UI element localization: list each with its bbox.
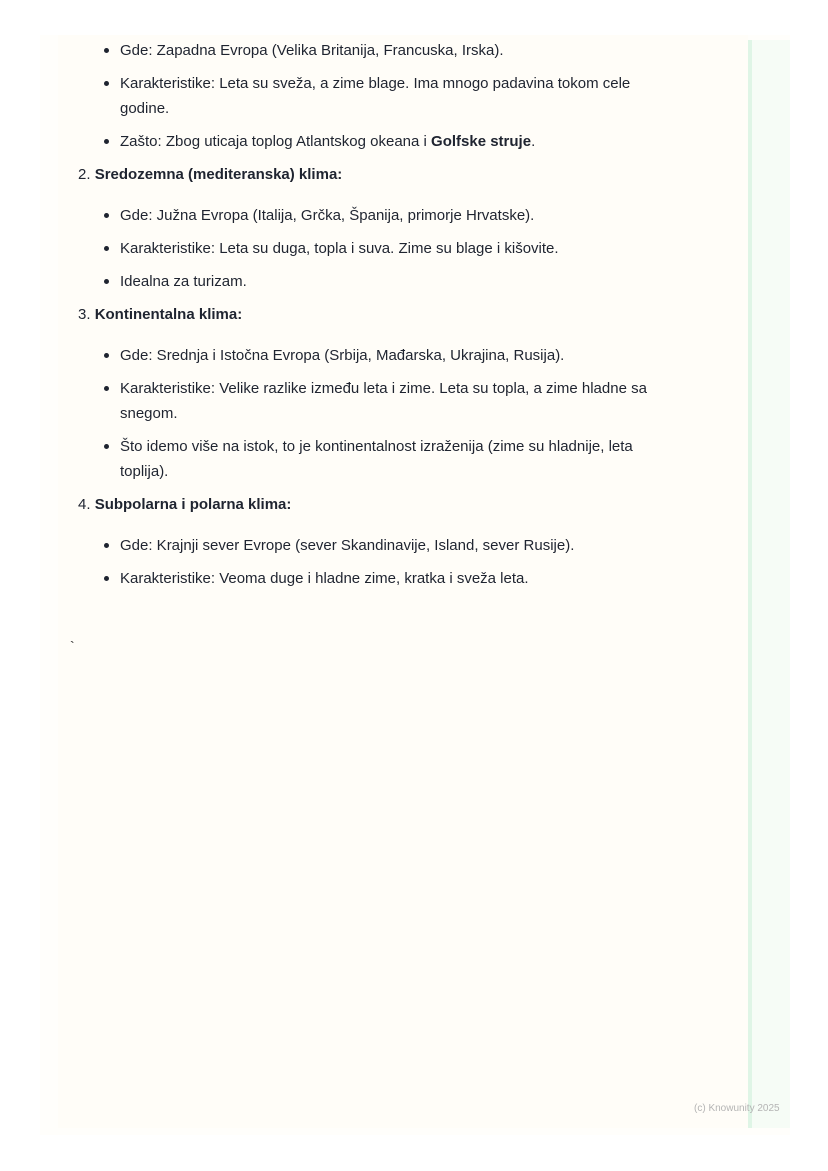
list-item: Karakteristike: Leta su sveža, a zime blage. Ima mnogo padavina tokom cele godine.: [120, 71, 648, 121]
section-number: 3.: [78, 306, 91, 323]
bold-term: Golfske struje: [431, 133, 532, 150]
document-content: [78, 38, 648, 599]
section-title: Sredozemna (mediteranska) klima:: [94, 166, 343, 183]
section-number: 2.: [78, 166, 91, 183]
section-heading-mediterranean: [78, 162, 648, 187]
list-item: Što idemo više na istok, to je kontinentalnost izraženija (zime su hladnije, leta toplija).: [120, 434, 648, 484]
list-item-text: Zašto: Zbog uticaja toplog Atlantskog okeana i: [120, 133, 432, 150]
list-item: Karakteristike: Velike razlike između leta i zime. Leta su topla, a zime hladne sa snegom.: [120, 376, 648, 426]
list-item: Karakteristike: Leta su duga, topla i suva. Zime su blage i kišovite.: [120, 236, 648, 261]
copyright-footer: (c) Knowunity 2025: [694, 1103, 780, 1114]
mediterranean-bullet-list: [78, 203, 648, 294]
section-number: 4.: [78, 496, 91, 513]
list-item: Gde: Krajnji sever Evrope (sever Skandinavije, Island, sever Rusije).: [120, 533, 648, 558]
intro-bullet-list: [78, 38, 648, 154]
section-heading-polar: [78, 492, 648, 517]
section-title: Subpolarna i polarna klima:: [94, 496, 292, 513]
polar-bullet-list: [78, 533, 648, 591]
list-item: Karakteristike: Veoma duge i hladne zime, kratka i sveža leta.: [120, 566, 648, 591]
list-item-text: .: [531, 133, 536, 150]
list-item: Gde: Srednja i Istočna Evropa (Srbija, Mađarska, Ukrajina, Rusija).: [120, 343, 648, 368]
section-title: Kontinentalna klima:: [94, 306, 243, 323]
stray-character: `: [70, 638, 75, 654]
list-item: [120, 129, 648, 154]
list-item: Gde: Južna Evropa (Italija, Grčka, Španija, primorje Hrvatske).: [120, 203, 648, 228]
margin-panel: [752, 40, 790, 1128]
continental-bullet-list: [78, 343, 648, 484]
list-item: Gde: Zapadna Evropa (Velika Britanija, Francuska, Irska).: [120, 38, 648, 63]
section-heading-continental: [78, 302, 648, 327]
list-item: Idealna za turizam.: [120, 269, 648, 294]
